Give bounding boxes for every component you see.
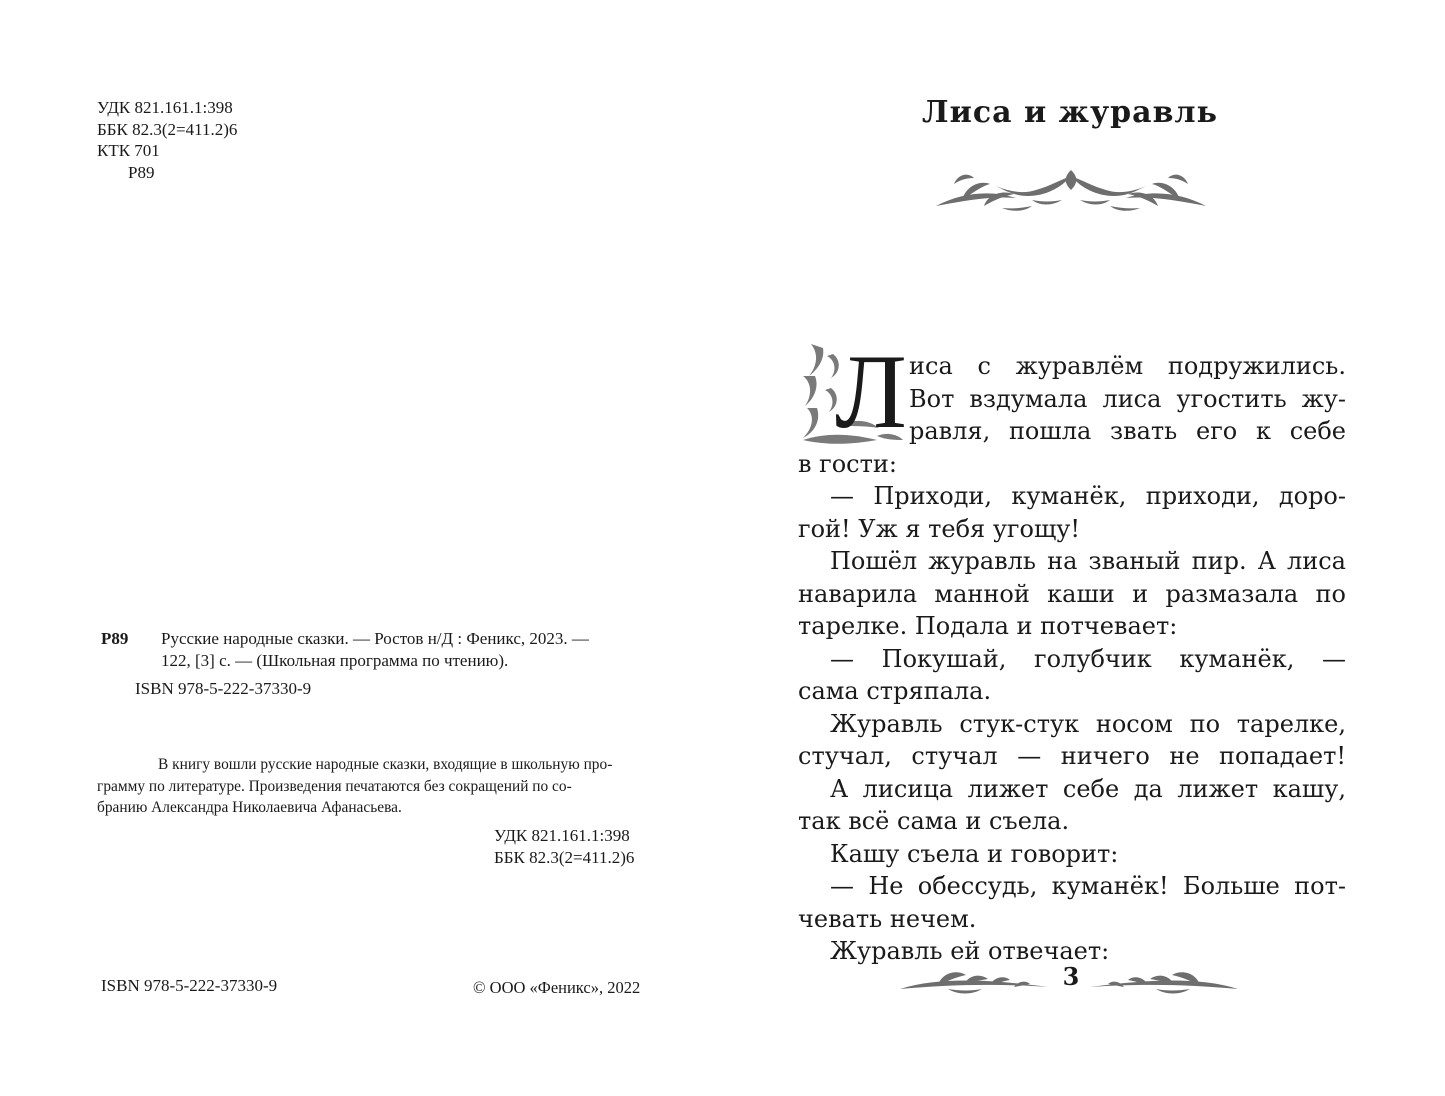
story-line: — Покушай, голубчик куманёк, — — [830, 644, 1346, 673]
story-line: наварила манной каши и размазала по — [798, 579, 1346, 608]
bbk-code-bottom: ББК 82.3(2=411.2)6 — [494, 848, 635, 867]
bib-isbn: ISBN 978-5-222-37330-9 — [135, 679, 312, 698]
story-line: — Приходи, куманёк, приходи, доро- — [830, 482, 1346, 510]
story-line: иса с журавлём подружились. — [909, 352, 1346, 380]
page-number: 3 — [1062, 962, 1080, 991]
isbn-bottom: ISBN 978-5-222-37330-9 — [101, 976, 278, 995]
story-line: тарелке. Подала и потчевает: — [798, 612, 1178, 640]
drop-cap-letter: Л — [835, 333, 907, 450]
footer-ornament-left-icon — [898, 963, 1048, 995]
classification-codes-bottom — [494, 825, 634, 869]
story-line: Пошёл журавль на званый пир. А лиса — [830, 547, 1346, 575]
story-line: Вот вздумала лиса угостить жу- — [909, 384, 1346, 413]
annotation-line-2: грамму по литературе. Произведения печатаются без сокращений по со- — [97, 777, 572, 795]
story-line: А лисица лижет себе да лижет кашу, — [830, 774, 1346, 803]
story-line: Кашу съела и говорит: — [830, 839, 1119, 868]
bbk-code: ББК 82.3(2=411.2)6 — [97, 119, 238, 139]
footer-ornament-right-icon — [1090, 963, 1240, 995]
bib-author-mark: Р89 — [101, 629, 129, 648]
bib-line-2: 122, [3] с. — (Школьная программа по чтению). — [161, 650, 509, 670]
story-line: стучал, стучал — ничего не попадает! — [798, 742, 1346, 770]
ktk-code: КТК 701 — [97, 141, 160, 160]
bib-line-1: Русские народные сказки. — Ростов н/Д : Феникс, 2023. — — [161, 629, 589, 648]
annotation — [97, 754, 647, 819]
story-title: Лиса и журавль — [922, 95, 1218, 130]
header-ornament-icon — [932, 162, 1210, 214]
story-line: гой! Уж я тебя угощу! — [798, 514, 1081, 543]
story-line: Журавль стук-стук носом по тарелке, — [830, 709, 1346, 738]
story-line: так всё сама и съела. — [798, 807, 1070, 835]
author-mark: Р89 — [128, 162, 155, 182]
story-text — [798, 350, 1346, 968]
classification-codes-top — [97, 97, 237, 183]
udk-code: УДК 821.161.1:398 — [97, 98, 233, 117]
story-line: — Не обессудь, куманёк! Больше пот- — [830, 872, 1346, 900]
story-line: Журавль ей отвечает: — [830, 937, 1110, 965]
story-line: в гости: — [798, 449, 897, 478]
annotation-line-1: В книгу вошли русские народные сказки, входящие в школьную про- — [158, 756, 613, 773]
udk-code-bottom: УДК 821.161.1:398 — [494, 826, 630, 845]
story-line: сама стряпала. — [798, 677, 992, 705]
story-line: чевать нечем. — [798, 904, 977, 933]
copyright: © ООО «Феникс», 2022 — [473, 978, 641, 997]
story-line: равля, пошла звать его к себе — [909, 417, 1346, 445]
annotation-line-3: бранию Александра Николаевича Афанасьева. — [97, 799, 402, 816]
